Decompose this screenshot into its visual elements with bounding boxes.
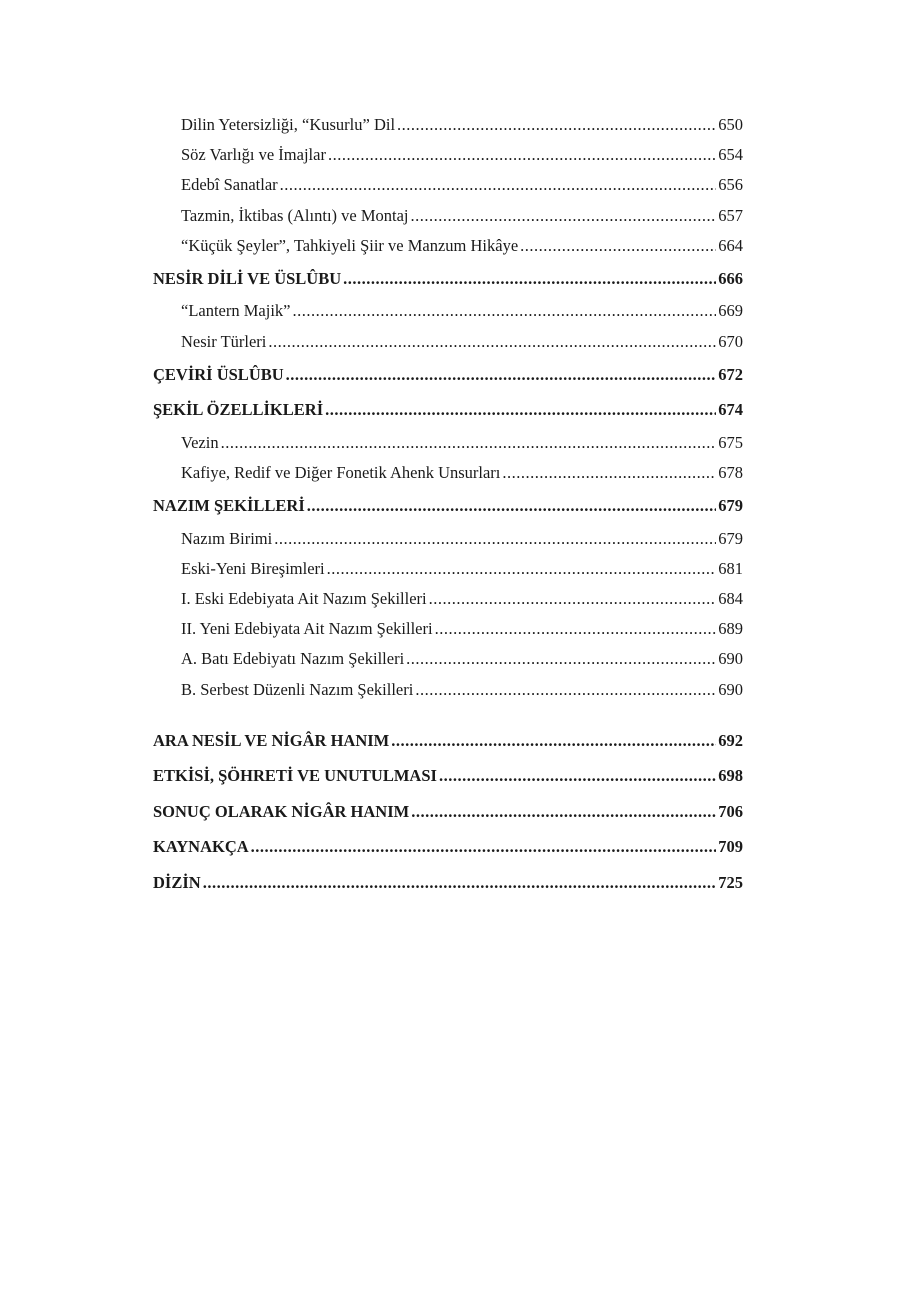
toc-entry xyxy=(153,554,743,584)
toc-section-heading xyxy=(153,865,743,901)
dot-leader xyxy=(280,170,717,200)
dot-leader xyxy=(397,110,716,140)
toc-entry-page: 692 xyxy=(718,730,743,750)
toc-entry-title: II. Yeni Edebiyata Ait Nazım Şekilleri xyxy=(181,619,433,639)
toc-entry xyxy=(153,327,743,357)
toc-entry-page: 670 xyxy=(718,331,743,351)
toc-entry-title: “Lantern Majik” xyxy=(181,301,291,321)
dot-leader xyxy=(502,458,716,488)
toc-entry-title: ÇEVİRİ ÜSLÛBU xyxy=(153,364,284,384)
dot-leader xyxy=(343,261,716,297)
toc-entry-page: 654 xyxy=(718,145,743,165)
toc-entry xyxy=(153,428,743,458)
toc-entry-title: KAYNAKÇA xyxy=(153,837,249,857)
toc-section-heading xyxy=(153,261,743,297)
toc-entry-title: ARA NESİL VE NİGÂR HANIM xyxy=(153,730,390,750)
toc-entry xyxy=(153,296,743,326)
toc-entry-page: 689 xyxy=(718,619,743,639)
dot-leader xyxy=(435,614,717,644)
toc-entry-page: 657 xyxy=(718,205,743,225)
toc-entry xyxy=(153,458,743,488)
toc-section-heading xyxy=(153,723,743,759)
toc-entry-page: 684 xyxy=(718,589,743,609)
toc-entry-title: SONUÇ OLARAK NİGÂR HANIM xyxy=(153,801,410,821)
toc-section-heading xyxy=(153,488,743,524)
dot-leader xyxy=(439,758,716,794)
toc-entry xyxy=(153,110,743,140)
toc-entry-title: Nesir Türleri xyxy=(181,331,267,351)
toc-entry-title: B. Serbest Düzenli Nazım Şekilleri xyxy=(181,679,414,699)
dot-leader xyxy=(411,201,717,231)
toc-entry-page: 672 xyxy=(718,364,743,384)
dot-leader xyxy=(274,524,716,554)
dot-leader xyxy=(221,428,717,458)
dot-leader xyxy=(307,488,717,524)
toc-entry-page: 679 xyxy=(718,528,743,548)
toc-section-heading xyxy=(153,392,743,428)
toc-entry-page: 675 xyxy=(718,432,743,452)
toc-entry xyxy=(153,584,743,614)
toc-entry-title: Dilin Yetersizliği, “Kusurlu” Dil xyxy=(181,115,396,134)
toc-entry-title: Vezin xyxy=(181,432,219,452)
toc-entry-title: “Küçük Şeyler”, Tahkiyeli Şiir ve Manzum Hikâye xyxy=(181,235,519,255)
toc-entry-page: 709 xyxy=(718,837,743,857)
dot-leader xyxy=(293,296,717,326)
toc-entry-page: 725 xyxy=(718,872,743,892)
toc-entry xyxy=(153,140,743,170)
dot-leader xyxy=(415,675,716,705)
toc-entry-page: 674 xyxy=(718,400,743,420)
dot-leader xyxy=(325,392,716,428)
toc-entry-title: Nazım Birimi xyxy=(181,528,273,548)
toc-entry xyxy=(153,201,743,231)
dot-leader xyxy=(251,829,717,865)
toc-entry-page: 698 xyxy=(718,766,743,786)
dot-leader xyxy=(286,357,717,393)
toc-entry-title: Tazmin, İktibas (Alıntı) ve Montaj xyxy=(181,205,409,225)
dot-leader xyxy=(406,644,716,674)
toc-section-heading xyxy=(153,794,743,830)
toc-entry-title: Söz Varlığı ve İmajlar xyxy=(181,145,326,165)
toc-section-heading xyxy=(153,758,743,794)
toc-section-heading xyxy=(153,829,743,865)
toc-entry xyxy=(153,170,743,200)
toc-entry-page: 664 xyxy=(718,235,743,255)
toc-entry-title: Edebî Sanatlar xyxy=(181,175,278,195)
toc-entry-title: I. Eski Edebiyata Ait Nazım Şekilleri xyxy=(181,589,427,609)
toc-entry-page: 650 xyxy=(718,115,743,134)
toc-entry-title: NAZIM ŞEKİLLERİ xyxy=(153,496,305,516)
toc-entry-title: A. Batı Edebiyatı Nazım Şekilleri xyxy=(181,649,405,669)
toc-entry-title: ŞEKİL ÖZELLİKLERİ xyxy=(153,400,324,420)
dot-leader xyxy=(520,231,716,261)
toc-entry xyxy=(153,614,743,644)
toc-entry-title: DİZİN xyxy=(153,872,201,892)
dot-leader xyxy=(391,723,716,759)
table-of-contents xyxy=(153,110,743,900)
toc-entry-page: 690 xyxy=(718,649,743,669)
dot-leader xyxy=(328,140,716,170)
toc-entry xyxy=(153,644,743,674)
toc-entry-page: 678 xyxy=(718,463,743,482)
toc-entry-page: 681 xyxy=(718,558,743,578)
toc-entry-page: 679 xyxy=(718,496,743,516)
toc-entry-title: Kafiye, Redif ve Diğer Fonetik Ahenk Unsurları xyxy=(181,463,501,482)
toc-entry-page: 690 xyxy=(718,679,743,699)
toc-entry xyxy=(153,231,743,261)
dot-leader xyxy=(203,865,717,901)
toc-entry xyxy=(153,524,743,554)
toc-entry-title: ETKİSİ, ŞÖHRETİ VE UNUTULMASI xyxy=(153,766,437,786)
toc-entry-page: 669 xyxy=(718,301,743,321)
toc-entry-title: Eski-Yeni Bireşimleri xyxy=(181,558,325,578)
toc-entry-page: 706 xyxy=(718,801,743,821)
toc-entry xyxy=(153,675,743,705)
toc-section-heading xyxy=(153,357,743,393)
toc-entry-title: NESİR DİLİ VE ÜSLÛBU xyxy=(153,268,342,288)
dot-leader xyxy=(327,554,717,584)
dot-leader xyxy=(411,794,716,830)
dot-leader xyxy=(268,327,716,357)
toc-entry-page: 666 xyxy=(718,268,743,288)
dot-leader xyxy=(429,584,717,614)
toc-entry-page: 656 xyxy=(718,175,743,195)
